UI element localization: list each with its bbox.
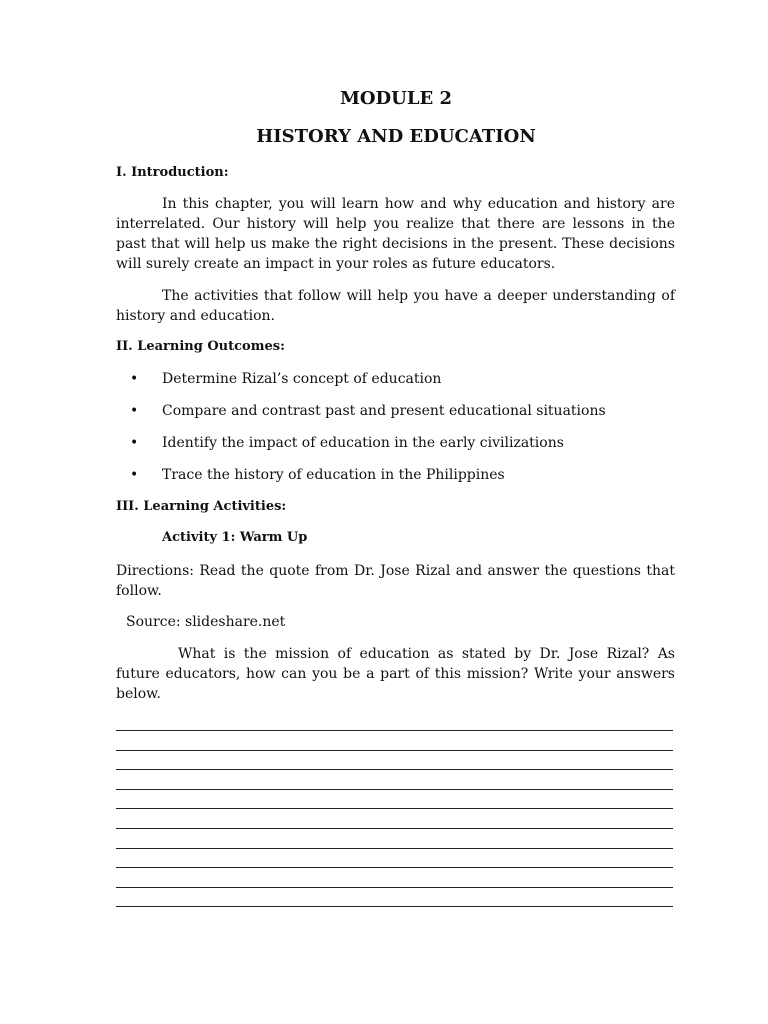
learning-activities-heading: III. Learning Activities:: [116, 499, 287, 514]
activity-title: Activity 1: Warm Up: [162, 530, 308, 545]
learning-outcomes-heading: II. Learning Outcomes:: [116, 339, 285, 354]
outcome-text: Compare and contrast past and present educational situations: [162, 403, 606, 419]
list-item: [116, 401, 676, 433]
outcome-text: Determine Rizal’s concept of education: [162, 371, 442, 387]
question-text: What is the mission of education as stated by Dr. Jose Rizal? As future educators, how can you be a part of this mission? Write your answers below.: [116, 646, 675, 702]
bullet-icon: •: [130, 371, 139, 387]
source-caption: Source: slideshare.net: [126, 614, 286, 630]
answer-line[interactable]: [116, 887, 673, 907]
directions-text: Directions: Read the quote from Dr. Jose Rizal and answer the questions that follow.: [116, 563, 675, 599]
module-title: MODULE 2: [339, 88, 453, 109]
introduction-paragraph-1: In this chapter, you will learn how and why education and history are interrelated. Our history will help you realize that there are lessons in the past that will help us make the right decisions in the present. These decisions will surely create an impact in your roles as future educators.: [116, 196, 675, 272]
answer-line[interactable]: [116, 730, 673, 750]
answer-line[interactable]: [116, 848, 673, 868]
answer-line[interactable]: [116, 906, 673, 926]
bullet-icon: •: [130, 467, 139, 483]
list-item: [116, 369, 676, 401]
introduction-paragraph-2: The activities that follow will help you have a deeper understanding of history and education.: [116, 288, 675, 324]
introduction-heading: I. Introduction:: [116, 165, 229, 180]
bullet-icon: •: [130, 403, 139, 419]
bullet-icon: •: [130, 435, 139, 451]
chapter-title: HISTORY AND EDUCATION: [256, 126, 536, 147]
learning-outcomes-list: [116, 369, 676, 497]
answer-line[interactable]: [116, 789, 673, 809]
outcome-text: Identify the impact of education in the early civilizations: [162, 435, 564, 451]
outcome-text: Trace the history of education in the Philippines: [162, 467, 505, 483]
answer-line[interactable]: [116, 828, 673, 848]
answer-lines: [116, 730, 673, 926]
answer-line[interactable]: [116, 769, 673, 789]
answer-line[interactable]: [116, 750, 673, 770]
list-item: [116, 465, 676, 497]
answer-line[interactable]: [116, 867, 673, 887]
list-item: [116, 433, 676, 465]
document-page: [116, 0, 676, 1024]
answer-line[interactable]: [116, 808, 673, 828]
